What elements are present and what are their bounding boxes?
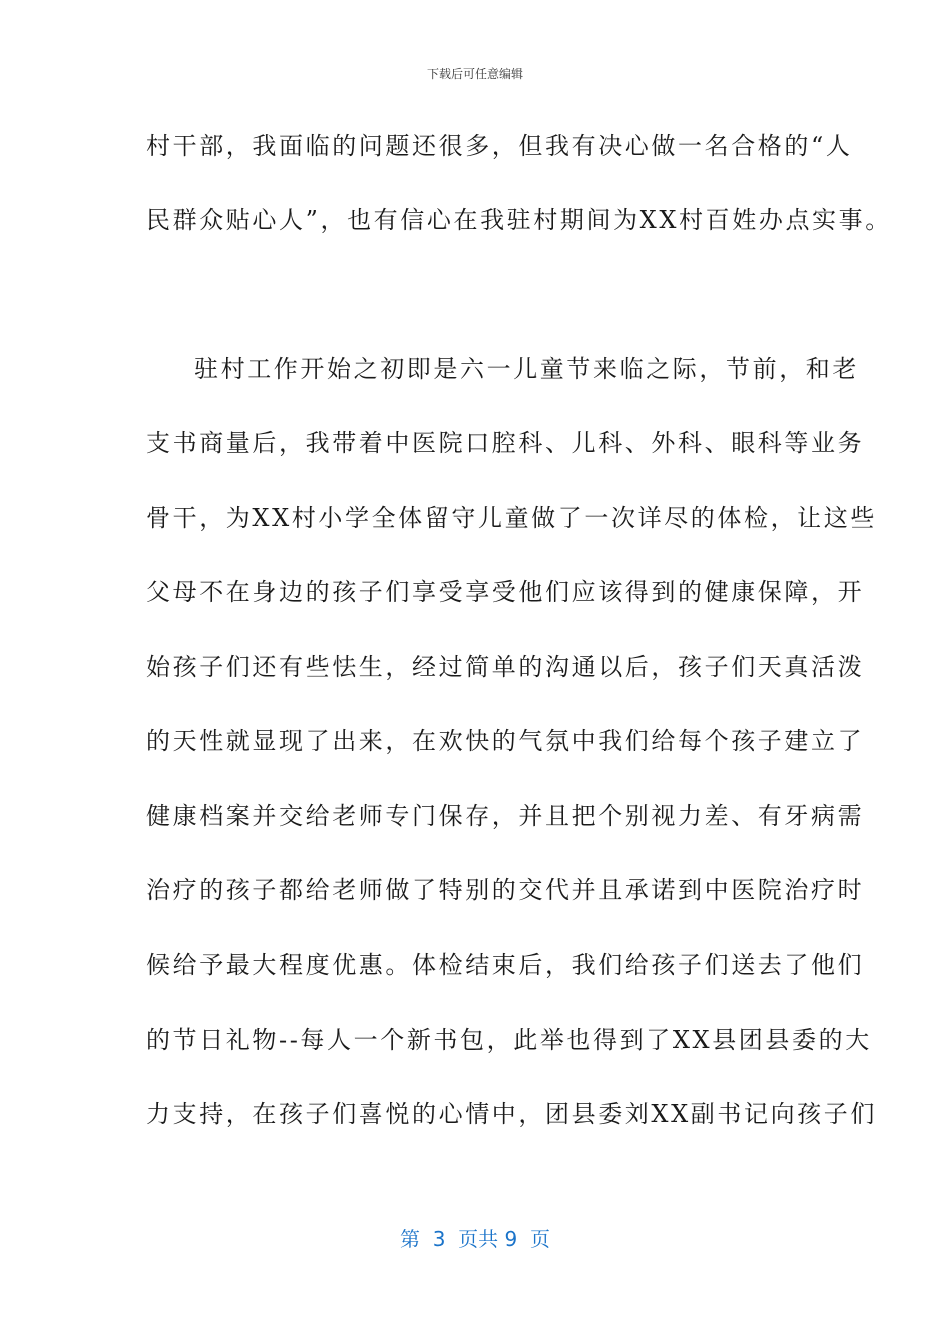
text-line: 父母不在身边的孩子们享受享受他们应该得到的健康保障，开 <box>146 578 865 606</box>
text-line: 的节日礼物--每人一个新书包，此举也得到了XX县团县委的大 <box>146 1026 872 1054</box>
text-line: 村干部，我面临的问题还很多，但我有决心做一名合格的“人 <box>146 132 853 160</box>
page-number-footer: 第 3 页共 9 页 <box>400 1227 550 1251</box>
text-line: 健康档案并交给老师专门保存，并且把个别视力差、有牙病需 <box>146 802 865 830</box>
text-line: 的天性就显现了出来，在欢快的气氛中我们给每个孩子建立了 <box>146 727 865 755</box>
text-line: 支书商量后，我带着中医院口腔科、儿科、外科、眼科等业务 <box>146 429 865 457</box>
text-line: 骨干，为XX村小学全体留守儿童做了一次详尽的体检，让这些 <box>146 504 877 532</box>
text-line: 治疗的孩子都给老师做了特别的交代并且承诺到中医院治疗时 <box>146 876 865 904</box>
text-line: 候给予最大程度优惠。体检结束后，我们给孩子们送去了他们 <box>146 951 865 979</box>
text-line: 始孩子们还有些怯生，经过简单的沟通以后，孩子们天真活泼 <box>146 653 865 681</box>
text-line: 民群众贴心人”，也有信心在我驻村期间为XX村百姓办点实事。 <box>146 206 892 234</box>
page-header-note: 下载后可任意编辑 <box>426 67 523 81</box>
text-line: 力支持，在孩子们喜悦的心情中，团县委刘XX副书记向孩子们 <box>146 1100 877 1128</box>
paragraph-first-line: 驻村工作开始之初即是六一儿童节来临之际，节前，和老 <box>194 355 859 383</box>
